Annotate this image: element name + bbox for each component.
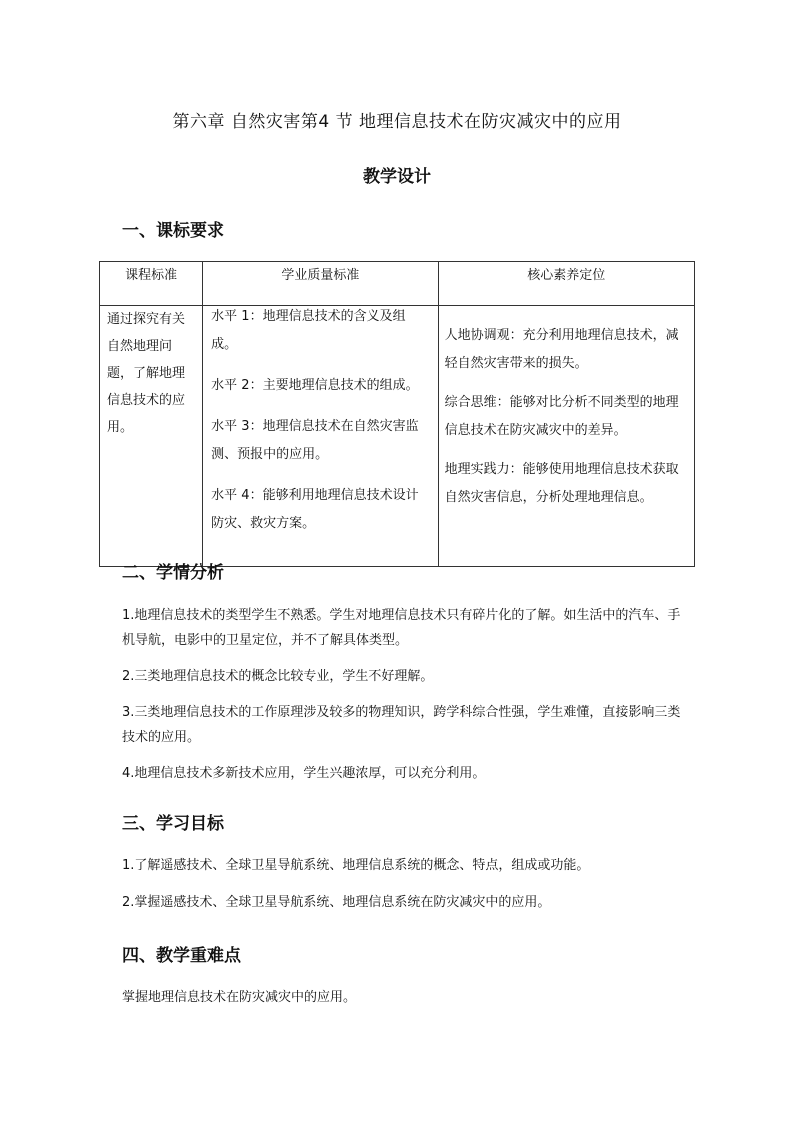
quality-level-item: 水平 3：地理信息技术在自然灾害监测、预报中的应用。	[211, 419, 419, 462]
table-row	[100, 306, 695, 567]
key-points-paragraph: 掌握地理信息技术在防灾减灾中的应用。	[122, 990, 357, 1005]
quality-level-item: 水平 4：能够利用地理信息技术设计防灾、救灾方案。	[211, 488, 419, 531]
section-heading-objectives: 三、学习目标	[122, 814, 224, 834]
section-heading-analysis: 二、学情分析	[122, 563, 224, 583]
table-header-row	[100, 262, 695, 306]
analysis-paragraph: 1.地理信息技术的类型学生不熟悉。学生对地理信息技术只有碎片化的了解。如生活中的汽车、手机导航，电影中的卫星定位，并不了解具体类型。	[122, 608, 681, 648]
section-heading-curriculum: 一、课标要求	[122, 221, 224, 241]
section-heading-key-points: 四、教学重难点	[122, 946, 241, 966]
quality-level-item: 水平 1：地理信息技术的含义及组成。	[211, 309, 406, 352]
table-header-cell: 课程标准	[100, 262, 203, 306]
objective-paragraph: 2.掌握遥感技术、全球卫星导航系统、地理信息系统在防灾减灾中的应用。	[122, 895, 551, 910]
course-standard-cell: 通过探究有关自然地理问题，了解地理信息技术的应用。	[100, 306, 203, 567]
table-header-cell: 核心素养定位	[438, 262, 694, 306]
table-header-cell: 学业质量标准	[203, 262, 438, 306]
curriculum-table	[99, 261, 695, 567]
quality-levels-cell	[203, 306, 438, 567]
core-literacy-item: 综合思维：能够对比分析不同类型的地理信息技术在防灾减灾中的差异。	[444, 395, 679, 438]
objective-paragraph: 1.了解遥感技术、全球卫星导航系统、地理信息系统的概念、特点，组成或功能。	[122, 858, 590, 873]
document-subtitle: 教学设计	[363, 167, 431, 187]
analysis-paragraph: 3.三类地理信息技术的工作原理涉及较多的物理知识，跨学科综合性强，学生难懂，直接影响三类技术的应用。	[122, 705, 681, 745]
quality-level-item: 水平 2：主要地理信息技术的组成。	[211, 378, 419, 393]
core-literacy-cell	[438, 306, 694, 567]
analysis-paragraph: 4.地理信息技术多新技术应用，学生兴趣浓厚，可以充分利用。	[122, 766, 486, 781]
document-title: 第六章 自然灾害第4 节 地理信息技术在防灾减灾中的应用	[172, 112, 622, 132]
core-literacy-item: 人地协调观：充分利用地理信息技术，减轻自然灾害带来的损失。	[444, 328, 679, 371]
core-literacy-item: 地理实践力：能够使用地理信息技术获取自然灾害信息，分析处理地理信息。	[444, 462, 679, 505]
analysis-paragraph: 2.三类地理信息技术的概念比较专业，学生不好理解。	[122, 669, 434, 684]
